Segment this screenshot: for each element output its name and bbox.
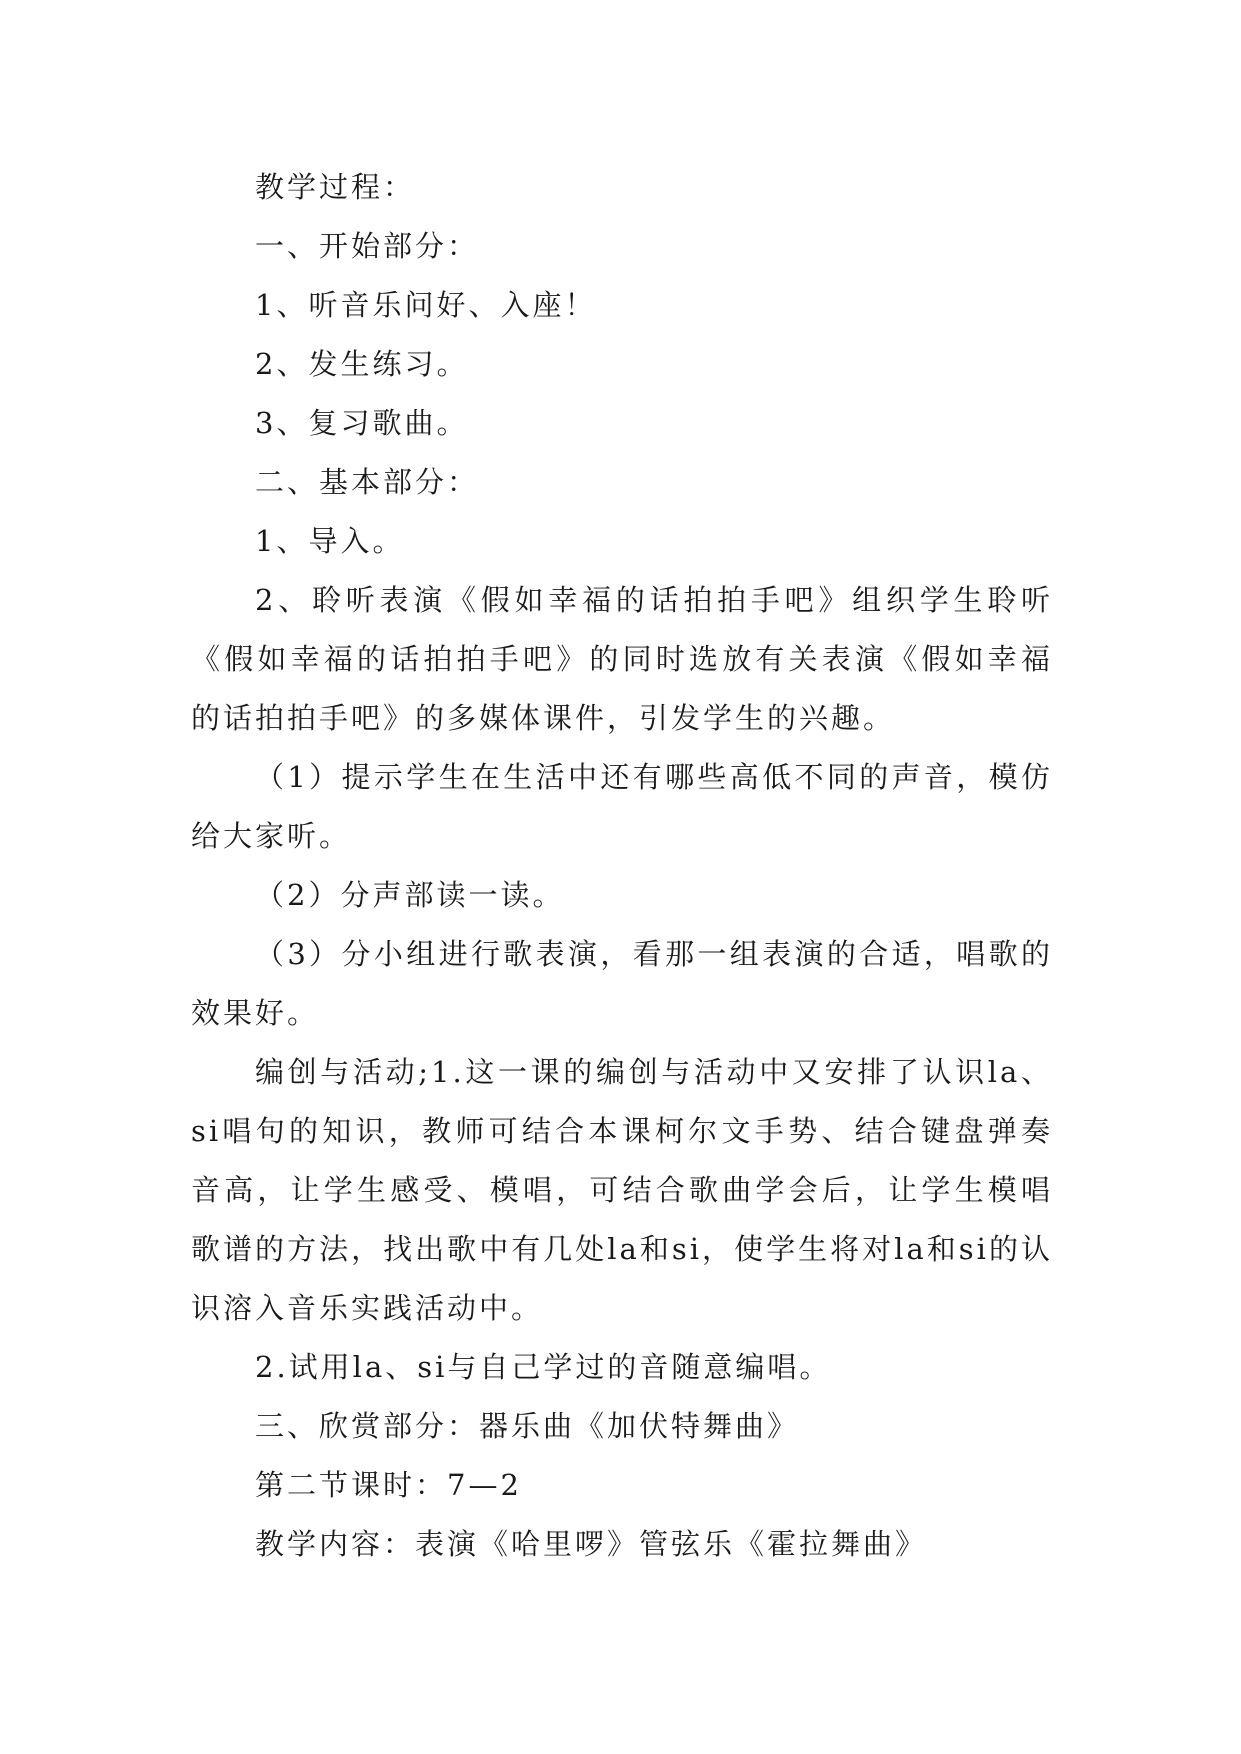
teaching-content: 教学内容：表演《哈里啰》管弦乐《霍拉舞曲》 bbox=[255, 1527, 928, 1561]
body-paragraph: 2、聆听表演《假如幸福的话拍拍手吧》组织学生聆听《假如幸福的话拍拍手吧》的同时选放有关表演《假如幸福的话拍拍手吧》的多媒体课件，引发学生的兴趣。 bbox=[191, 583, 1053, 735]
list-item: 2.试用la、si与自己学过的音随意编唱。 bbox=[255, 1350, 832, 1384]
document-body bbox=[191, 158, 1053, 1574]
sub-list-item: （1）提示学生在生活中还有哪些高低不同的声音，模仿给大家听。 bbox=[191, 760, 1053, 853]
sub-list-item: （3）分小组进行歌表演，看那一组表演的合适，唱歌的效果好。 bbox=[191, 937, 1053, 1030]
sub-list-item: （2）分声部读一读。 bbox=[255, 878, 565, 912]
section-heading-opening: 一、开始部分： bbox=[255, 229, 480, 263]
heading-teaching-process: 教学过程： bbox=[255, 170, 416, 204]
section-heading-appreciation: 三、欣赏部分：器乐曲《加伏特舞曲》 bbox=[255, 1409, 800, 1443]
list-item: 1、听音乐问好、入座！ bbox=[255, 288, 597, 322]
section-heading-basic: 二、基本部分： bbox=[255, 465, 480, 499]
lesson-label: 第二节课时：7—2 bbox=[255, 1468, 522, 1502]
list-item: 2、发生练习。 bbox=[255, 347, 469, 381]
body-paragraph: 编创与活动;1.这一课的编创与活动中又安排了认识la、si唱句的知识，教师可结合本课柯尔文手势、结合键盘弹奏音高，让学生感受、模唱，可结合歌曲学会后，让学生模唱歌谱的方法，找出歌中有几处la和si，使学生将对la和si的认识溶入音乐实践活动中。 bbox=[191, 1055, 1053, 1325]
list-item: 1、导入。 bbox=[255, 524, 405, 558]
list-item: 3、复习歌曲。 bbox=[255, 406, 469, 440]
